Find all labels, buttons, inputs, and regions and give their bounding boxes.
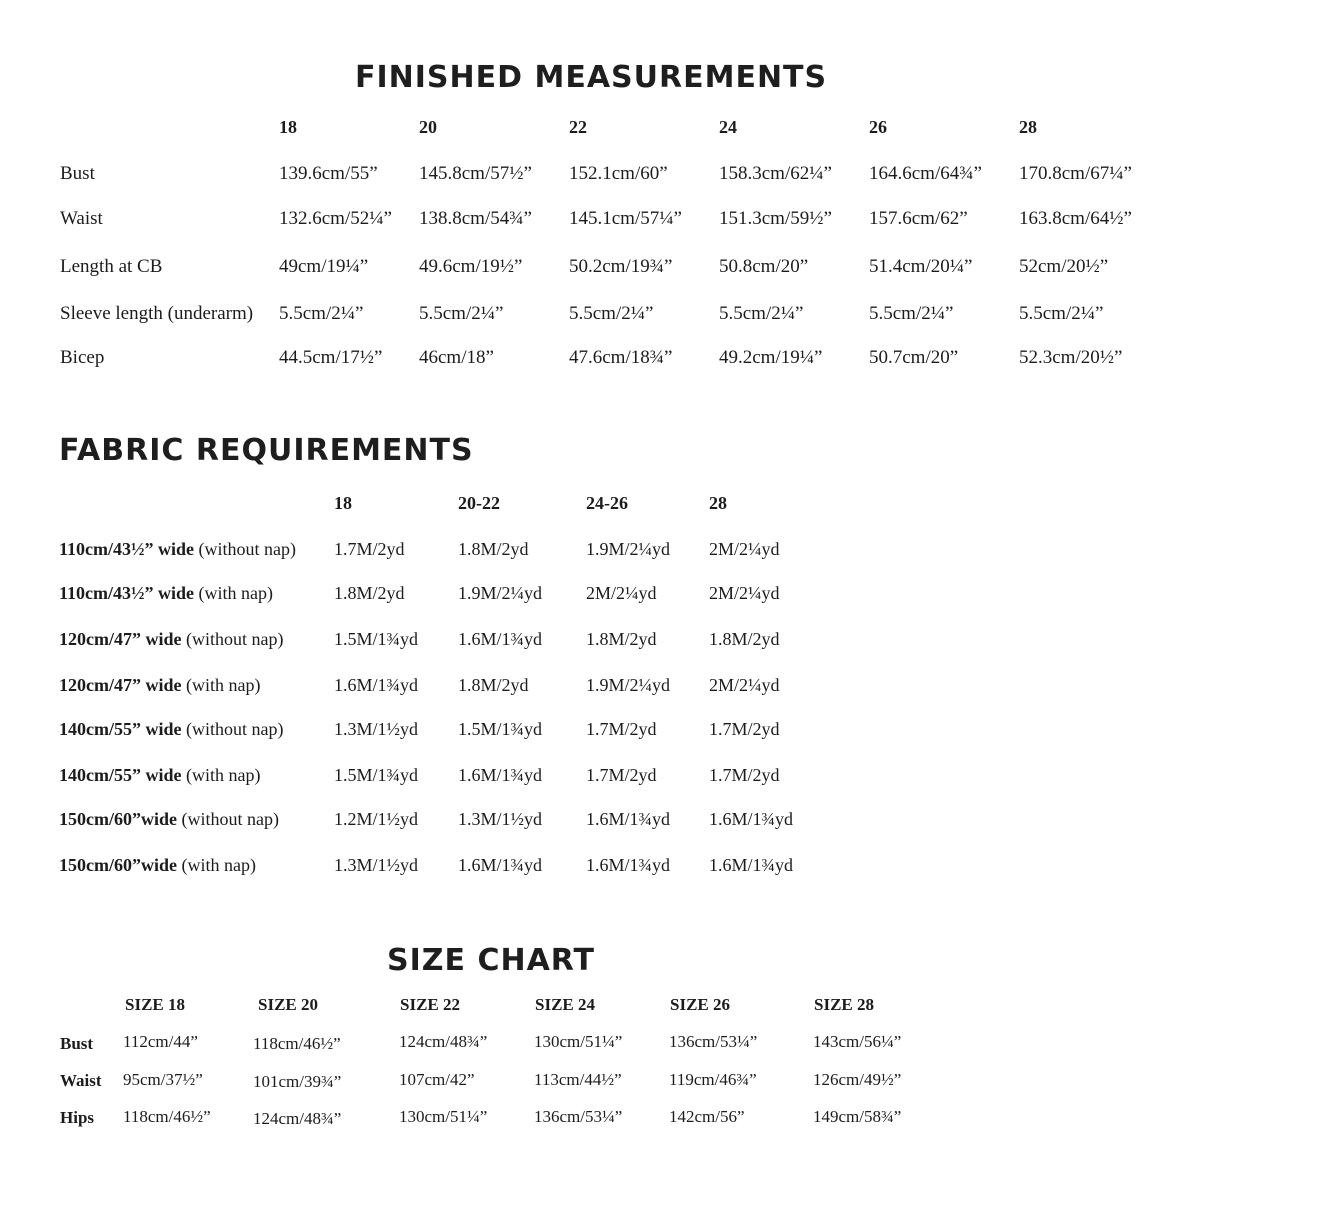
table-cell: 2M/2¼yd (709, 583, 780, 603)
table-cell: 130cm/51¼” (399, 1107, 488, 1126)
table-cell: 136cm/53¼” (534, 1107, 623, 1126)
table-cell: 50.7cm/20” (869, 347, 959, 368)
size-header: 20 (419, 117, 437, 137)
fabric-width: 140cm/55” wide (59, 765, 182, 785)
table-cell: 112cm/44” (123, 1032, 198, 1051)
nap-note: (with nap) (194, 583, 273, 603)
table-cell: 1.6M/1¾yd (458, 629, 543, 649)
table-cell: 1.7M/2yd (709, 765, 780, 785)
table-cell: 5.5cm/2¼” (279, 303, 364, 324)
table-cell: 136cm/53¼” (669, 1032, 758, 1051)
table-cell: 163.8cm/64½” (1019, 208, 1132, 229)
table-cell: 1.8M/2yd (458, 675, 529, 695)
table-cell: 5.5cm/2¼” (719, 303, 804, 324)
table-cell: 101cm/39¾” (253, 1072, 342, 1091)
table-cell: 143cm/56¼” (813, 1032, 902, 1051)
size-chart-title: SIZE CHART (387, 943, 596, 978)
table-cell: 1.6M/1¾yd (586, 855, 671, 875)
fabric-width: 110cm/43½” wide (59, 539, 194, 559)
table-cell: 1.9M/2¼yd (586, 675, 671, 695)
table-cell: 51.4cm/20¼” (869, 256, 973, 277)
table-cell: 118cm/46½” (123, 1107, 211, 1126)
table-cell: 1.3M/1½yd (334, 855, 419, 875)
table-cell: 5.5cm/2¼” (1019, 303, 1104, 324)
row-label-waist: Waist (60, 1071, 102, 1090)
table-cell: 52.3cm/20½” (1019, 347, 1123, 368)
nap-note: (without nap) (194, 539, 296, 559)
table-cell: 1.7M/2yd (586, 765, 657, 785)
table-cell: 138.8cm/54¾” (419, 208, 532, 229)
table-cell: 50.2cm/19¾” (569, 256, 673, 277)
table-cell: 107cm/42” (399, 1070, 475, 1089)
fabric-requirements-title: FABRIC REQUIREMENTS (59, 433, 474, 468)
fabric-width: 150cm/60”wide (59, 855, 177, 875)
fabric-row-label (59, 583, 273, 604)
size-header: SIZE 26 (670, 995, 730, 1014)
fabric-width: 120cm/47” wide (59, 675, 182, 695)
fabric-row-label (59, 855, 256, 876)
table-cell: 158.3cm/62¼” (719, 163, 832, 184)
table-cell: 1.6M/1¾yd (334, 675, 419, 695)
table-cell: 49cm/19¼” (279, 256, 369, 277)
table-cell: 130cm/51¼” (534, 1032, 623, 1051)
table-cell: 1.9M/2¼yd (458, 583, 543, 603)
row-label-bust: Bust (60, 163, 95, 184)
size-header: SIZE 18 (125, 995, 185, 1014)
nap-note: (with nap) (181, 765, 261, 785)
size-header: SIZE 20 (258, 995, 318, 1014)
table-cell: 1.6M/1¾yd (709, 809, 794, 829)
table-cell: 1.8M/2yd (586, 629, 657, 649)
table-cell: 126cm/49½” (813, 1070, 902, 1089)
table-cell: 52cm/20½” (1019, 256, 1109, 277)
table-cell: 5.5cm/2¼” (569, 303, 654, 324)
fabric-width: 120cm/47” wide (59, 629, 182, 649)
table-cell: 145.1cm/57¼” (569, 208, 682, 229)
size-header: SIZE 22 (400, 995, 460, 1014)
table-cell: 139.6cm/55” (279, 163, 378, 184)
row-label-waist: Waist (60, 208, 103, 229)
table-cell: 2M/2¼yd (586, 583, 657, 603)
table-cell: 1.8M/2yd (458, 539, 529, 559)
size-header: 28 (709, 493, 727, 513)
table-cell: 1.5M/1¾yd (334, 765, 419, 785)
size-header: 22 (569, 117, 587, 137)
table-cell: 1.6M/1¾yd (709, 855, 794, 875)
table-cell: 49.6cm/19½” (419, 256, 523, 277)
row-label-bicep: Bicep (60, 347, 105, 368)
table-cell: 50.8cm/20” (719, 256, 809, 277)
nap-note: (without nap) (176, 809, 279, 829)
table-cell: 2M/2¼yd (709, 675, 780, 695)
row-label-bust: Bust (60, 1034, 94, 1053)
table-cell: 47.6cm/18¾” (569, 347, 673, 368)
table-cell: 1.7M/2yd (334, 539, 405, 559)
table-cell: 1.3M/1½yd (458, 809, 543, 829)
size-header: SIZE 24 (535, 995, 595, 1014)
table-cell: 1.5M/1¾yd (334, 629, 419, 649)
table-cell: 1.2M/1½yd (334, 809, 419, 829)
table-cell: 44.5cm/17½” (279, 347, 383, 368)
fabric-row-label (59, 809, 279, 830)
table-cell: 1.8M/2yd (334, 583, 405, 603)
table-cell: 1.9M/2¼yd (586, 539, 671, 559)
fabric-row-label (59, 719, 283, 740)
table-cell: 151.3cm/59½” (719, 208, 832, 229)
size-header: 18 (279, 117, 297, 137)
table-cell: 142cm/56” (669, 1107, 745, 1126)
fabric-row-label (59, 675, 260, 696)
table-cell: 157.6cm/62” (869, 208, 968, 229)
table-cell: 1.8M/2yd (709, 629, 780, 649)
table-cell: 5.5cm/2¼” (869, 303, 954, 324)
table-cell: 149cm/58¾” (813, 1107, 902, 1126)
size-header: 28 (1019, 117, 1037, 137)
fabric-width: 150cm/60”wide (59, 809, 177, 829)
table-cell: 95cm/37½” (123, 1070, 203, 1089)
table-cell: 1.7M/2yd (709, 719, 780, 739)
fabric-row-label (59, 539, 296, 560)
table-cell: 1.6M/1¾yd (458, 855, 543, 875)
row-label-sleeve-length: Sleeve length (underarm) (60, 303, 254, 324)
finished-measurements-title: FINISHED MEASUREMENTS (355, 60, 828, 95)
row-label-hips: Hips (60, 1108, 95, 1127)
fabric-row-label (59, 629, 283, 650)
table-cell: 132.6cm/52¼” (279, 208, 392, 229)
table-cell: 152.1cm/60” (569, 163, 668, 184)
table-cell: 124cm/48¾” (253, 1109, 342, 1128)
table-cell: 119cm/46¾” (669, 1070, 757, 1089)
fabric-width: 140cm/55” wide (59, 719, 182, 739)
nap-note: (without nap) (181, 719, 284, 739)
size-header: 18 (334, 493, 352, 513)
size-header: 26 (869, 117, 887, 137)
size-header: SIZE 28 (814, 995, 874, 1014)
fabric-width: 110cm/43½” wide (59, 583, 194, 603)
table-cell: 170.8cm/67¼” (1019, 163, 1132, 184)
table-cell: 113cm/44½” (534, 1070, 622, 1089)
table-cell: 2M/2¼yd (709, 539, 780, 559)
size-header: 20-22 (458, 493, 500, 513)
table-cell: 5.5cm/2¼” (419, 303, 504, 324)
table-cell: 118cm/46½” (253, 1034, 341, 1053)
table-cell: 49.2cm/19¼” (719, 347, 823, 368)
table-cell: 164.6cm/64¾” (869, 163, 982, 184)
row-label-length: Length at CB (60, 256, 163, 277)
table-cell: 1.7M/2yd (586, 719, 657, 739)
table-cell: 1.5M/1¾yd (458, 719, 543, 739)
table-cell: 124cm/48¾” (399, 1032, 488, 1051)
table-cell: 1.6M/1¾yd (586, 809, 671, 829)
table-cell: 46cm/18” (419, 347, 494, 368)
nap-note: (with nap) (176, 855, 256, 875)
table-cell: 1.3M/1½yd (334, 719, 419, 739)
nap-note: (without nap) (181, 629, 284, 649)
size-header: 24 (719, 117, 737, 137)
nap-note: (with nap) (181, 675, 261, 695)
table-cell: 145.8cm/57½” (419, 163, 532, 184)
table-cell: 1.6M/1¾yd (458, 765, 543, 785)
fabric-row-label (59, 765, 260, 786)
size-header: 24-26 (586, 493, 628, 513)
